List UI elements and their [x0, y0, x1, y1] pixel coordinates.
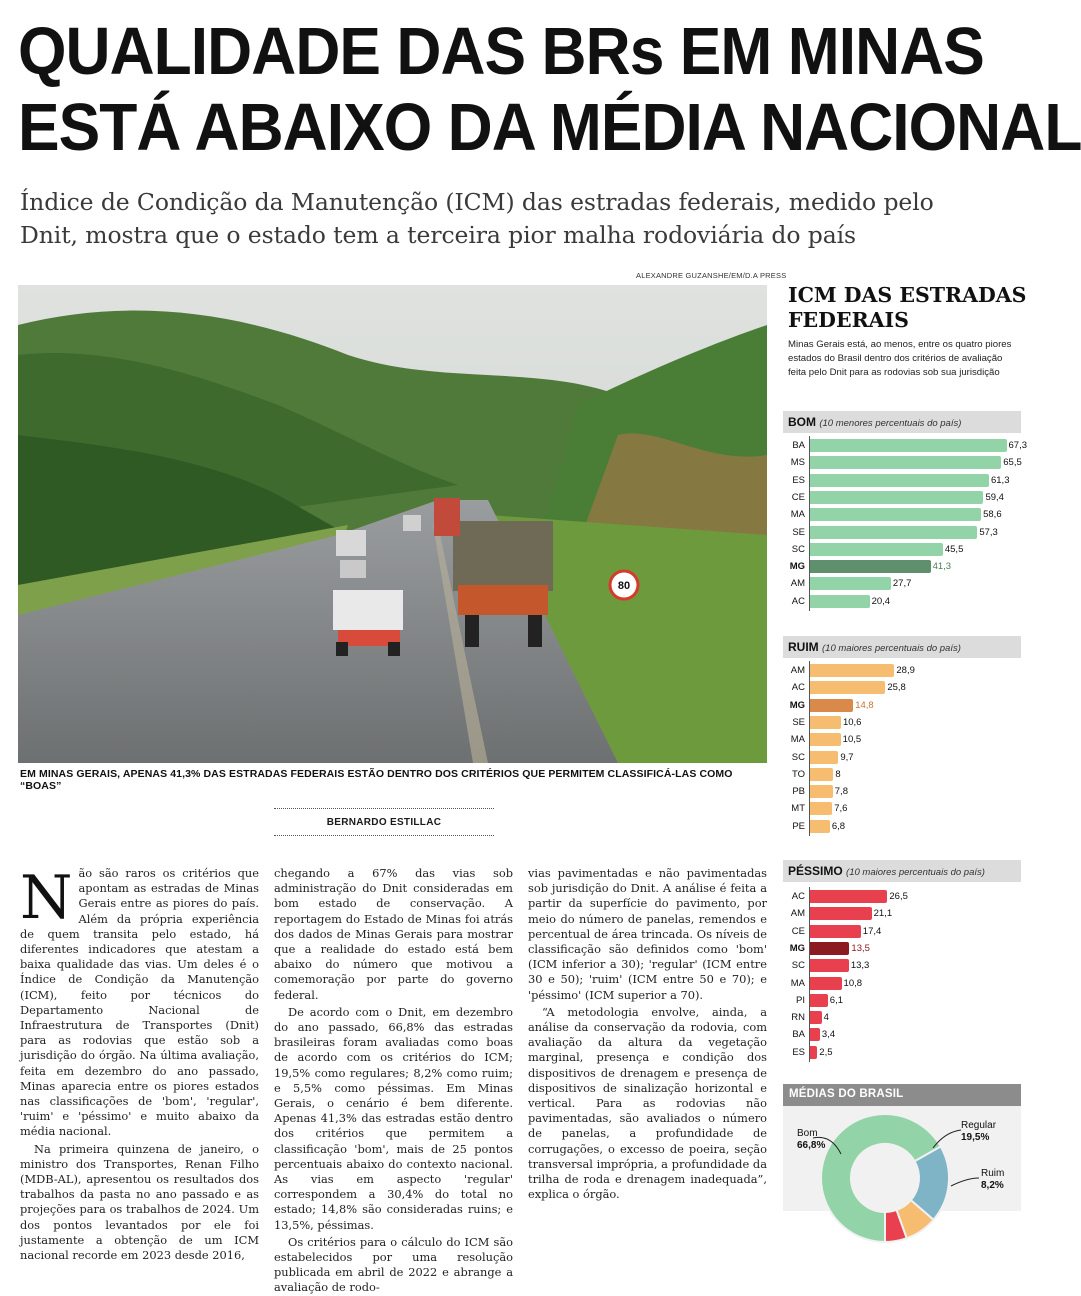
ruim-value-label: 14,8 [855, 699, 874, 711]
article-column-2 [274, 866, 513, 1296]
ruim-value-label: 7,6 [834, 803, 848, 815]
ruim-value-label: 7,8 [834, 786, 848, 798]
bom-category-label: SE [792, 526, 805, 538]
bom-category-label: MG [789, 561, 805, 573]
article-paragraph: De acordo com o Dnit, em dezembro do ano passado, 66,8% das estradas brasileiras foram avaliadas como boas de acordo com os critérios do ICM; 19,5% como regulares; 8,2% como ruim; e 5,5% como péssimas. Em Minas Gerais, o cenário é bem diferente. Apenas 41,3% das estradas estão dentro dos critérios que permitem a classificação 'bom', mais de 25 pontos percentuais abaixo do contexto nacional. As vias em aspecto 'regular' correspondem a 30,4% do total no estado; 14,8% são consideradas ruins; e 13,5%, péssimas. [274, 1004, 513, 1232]
article-paragraph: Os critérios para o cálculo do ICM são estabelecidos por uma resolução publicada em abril de 2022 e abrange a avaliação de rodo- [274, 1234, 513, 1295]
pessimo-value-label: 3,4 [821, 1029, 836, 1041]
pessimo-category-label: MA [790, 977, 805, 989]
article-paragraph: Na primeira quinzena de janeiro, o ministro dos Transportes, Renan Filho (MDB-AL), apresentou os resultados dos trabalhos da pasta no ano passado e as projeções para os trabalhos de 2024. Um dos pontos levantados por ele foi justamente a obtenção de um ICM nacional recorde em 2023 desde 2016, [20, 1141, 259, 1263]
pessimo-bar [810, 1046, 817, 1059]
pessimo-row-ma [783, 976, 1023, 993]
bom-category-label: CE [791, 491, 805, 503]
pessimo-value-label: 21,1 [873, 908, 893, 920]
pessimo-value-label: 13,5 [851, 942, 870, 954]
ruim-category-label: MG [789, 699, 805, 711]
ruim-value-label: 9,7 [840, 751, 854, 763]
pessimo-row-ba [783, 1027, 1023, 1044]
medias-label-bom: Bom 66,8% [797, 1128, 826, 1151]
pessimo-row-pi [783, 993, 1023, 1010]
leader-line-ruim [951, 1178, 979, 1186]
ruim-row-sc [783, 750, 1023, 767]
subhead-line-1: Índice de Condição da Manutenção (ICM) das estradas federais, medido pelo [20, 188, 934, 216]
pessimo-category-label: CE [791, 925, 805, 937]
speed-sign-text: 80 [617, 580, 631, 592]
subheadline [20, 186, 1020, 252]
ruim-value-label: 8 [835, 768, 841, 780]
pessimo-bar [810, 977, 842, 990]
pessimo-bar [810, 994, 828, 1007]
ruim-bar [810, 699, 853, 712]
sidebar-title: ICM DAS ESTRADAS FEDERAIS [788, 283, 1027, 332]
headline [18, 14, 1081, 166]
pessimo-bar [810, 907, 872, 920]
bom-row-ac [783, 594, 1023, 611]
ruim-value-label: 25,8 [887, 682, 906, 694]
bom-bar [810, 439, 1007, 452]
bom-category-label: MS [790, 457, 805, 469]
bom-value-label: 65,5 [1003, 457, 1022, 469]
medias-label-ruim: Ruim 8,2% [981, 1168, 1005, 1191]
ruim-bar [810, 751, 838, 764]
pessimo-chart-subtitle: (10 maiores percentuais do país) [846, 867, 985, 878]
pessimo-bar [810, 925, 861, 938]
article-column-1 [20, 863, 259, 1263]
bom-value-label: 27,7 [892, 578, 912, 590]
ruim-bar [810, 768, 833, 781]
bom-chart-title: BOM [788, 415, 816, 429]
byline: BERNARDO ESTILLAC [326, 817, 442, 828]
article-paragraph: Não são raros os critérios que apontam as estradas de Minas Gerais entre as piores do país. Além da própria experiência de quem transita pelo estado, há diferentes indicadores que atestam a baixa qualidade das vias. Um deles é o Índice de Condição da Manutenção (ICM), feito por técnicos do Departamento Nacional de Infraestrutura de Transportes (Dnit) para as rodovias que estão sob a jurisdição do órgão. Na última avaliação, feita em dezembro do ano passado, Minas aparecia entre os piores estados nas classificações de 'bom', 'regular', 'ruim' e 'péssimo' e muito abaixo da média nacional. [20, 863, 259, 1139]
pessimo-category-label: PI [796, 994, 805, 1006]
ruim-row-pb [783, 784, 1023, 801]
ruim-category-label: AC [791, 682, 805, 694]
article-paragraph: chegando a 67% das vias sob administração do Dnit consideradas em bom estado de conservação. A reportagem do Estado de Minas foi atrás dos dados de Minas Gerais para mostrar que a realidade do estado está bem abaixo do número que motivou a comemoração por parte do governo federal. [274, 866, 513, 1002]
ruim-category-label: MT [791, 803, 805, 815]
bom-value-label: 45,5 [944, 543, 964, 555]
ruim-value-label: 6,8 [831, 820, 846, 832]
pessimo-bar [810, 942, 849, 955]
bom-bar [810, 560, 931, 573]
bom-value-label: 67,3 [1008, 440, 1028, 451]
ruim-category-label: TO [791, 768, 805, 780]
ruim-bar [810, 716, 841, 729]
ruim-row-mt [783, 801, 1023, 818]
bom-category-label: AC [791, 595, 805, 607]
article-paragraph: vias pavimentadas e não pavimentadas sob jurisdição do Dnit. A análise é feita a partir da superfície do pavimento, por meio do número de panelas, remendos e percentual de área trincada. Os níveis de classificação são definidos como 'bom' (ICM inferior a 30); 'regular' (ICM entre 30 e 50); 'ruim' (ICM entre 50 e 70); e 'péssimo' (ICM superior a 70). [528, 866, 767, 1002]
pessimo-value-label: 4 [823, 1012, 829, 1024]
ruim-chart-title: RUIM [788, 640, 819, 654]
bom-category-label: MA [790, 509, 805, 521]
pessimo-category-label: MG [789, 942, 805, 954]
ruim-bar [810, 802, 832, 815]
medias-box [783, 1106, 1021, 1211]
bom-chart-subtitle: (10 menores percentuais do país) [819, 418, 962, 429]
ruim-row-ma [783, 732, 1023, 749]
bom-row-ma [783, 507, 1023, 524]
ruim-row-ac [783, 680, 1023, 697]
ruim-value-label: 10,6 [842, 716, 862, 728]
pessimo-row-es [783, 1045, 1023, 1062]
ruim-bar [810, 820, 830, 833]
ruim-row-se [783, 715, 1023, 732]
road-photo [18, 285, 767, 763]
ruim-row-am [783, 663, 1023, 680]
bom-row-mg [783, 559, 1023, 576]
ruim-row-pe [783, 819, 1023, 836]
ruim-category-label: SE [792, 716, 805, 728]
bom-bar [810, 491, 983, 504]
bom-category-label: BA [792, 440, 805, 451]
ruim-category-label: AM [790, 665, 805, 676]
pessimo-row-mg [783, 941, 1023, 958]
ruim-category-label: SC [791, 751, 805, 763]
pessimo-row-am [783, 906, 1023, 923]
bom-row-se [783, 525, 1023, 542]
ruim-bar [810, 733, 841, 746]
pessimo-value-label: 2,5 [819, 1046, 833, 1058]
pessimo-value-label: 17,4 [862, 925, 882, 937]
ruim-value-label: 28,9 [896, 665, 915, 676]
bom-row-ms [783, 455, 1023, 472]
pessimo-category-label: BA [792, 1029, 805, 1041]
subhead-line-2: Dnit, mostra que o estado tem a terceira pior malha rodoviária do país [20, 221, 856, 249]
photo-caption: EM MINAS GERAIS, APENAS 41,3% DAS ESTRADAS FEDERAIS ESTÃO DENTRO DOS CRITÉRIOS QUE PERMITEM CLASSIFICÁ-LAS COMO “BOAS” [20, 768, 733, 792]
ruim-value-label: 10,5 [842, 734, 862, 746]
bom-row-ba [783, 438, 1028, 455]
pessimo-bar [810, 959, 849, 972]
bom-bar [810, 456, 1001, 469]
pessimo-row-ce [783, 924, 1023, 941]
bom-row-es [783, 473, 1023, 490]
bom-chart-header [783, 411, 1021, 433]
bom-value-label: 61,3 [990, 474, 1010, 486]
bom-row-sc [783, 542, 1023, 559]
ruim-row-mg [783, 698, 1023, 715]
bom-bar [810, 577, 891, 590]
pessimo-value-label: 10,8 [843, 977, 863, 989]
sidebar-description: Minas Gerais está, ao menos, entre os quatro piores estados do Brasil dentro dos critérios de avaliação feita pelo Dnit para as rodovias sob sua jurisdição [788, 339, 1012, 378]
bom-category-label: AM [790, 578, 805, 590]
pessimo-row-ac [783, 889, 1023, 906]
article-column-3 [528, 866, 767, 1202]
pessimo-value-label: 13,3 [850, 960, 870, 972]
bom-bar [810, 543, 943, 556]
bom-value-label: 20,4 [871, 595, 891, 607]
headline-line-2: ESTÁ ABAIXO DA MÉDIA NACIONAL [18, 90, 1081, 165]
ruim-chart-header [783, 636, 1021, 658]
pessimo-category-label: RN [791, 1012, 805, 1024]
pessimo-category-label: SC [791, 960, 805, 972]
ruim-bar [810, 681, 885, 694]
pessimo-bar [810, 890, 887, 903]
pessimo-row-sc [783, 958, 1023, 975]
drop-cap: N [20, 863, 73, 933]
ruim-bar [810, 664, 894, 677]
bom-value-label: 59,4 [985, 491, 1004, 503]
byline-rule-top [274, 808, 494, 809]
medias-header: MÉDIAS DO BRASIL [783, 1084, 1021, 1106]
pessimo-bar [810, 1011, 822, 1024]
bom-row-am [783, 576, 1023, 593]
road-photo-illustration [18, 285, 767, 763]
ruim-category-label: PB [792, 786, 805, 798]
pessimo-category-label: AC [791, 891, 805, 902]
bom-value-label: 41,3 [932, 561, 952, 573]
pessimo-chart-header [783, 860, 1021, 882]
bom-bar [810, 474, 989, 487]
ruim-category-label: MA [790, 734, 805, 746]
bom-value-label: 58,6 [983, 509, 1002, 521]
bom-bar [810, 508, 981, 521]
medias-label-regular: Regular 19,5% [961, 1120, 997, 1143]
bom-row-ce [783, 490, 1023, 507]
bom-value-label: 57,3 [979, 526, 998, 538]
pessimo-bar [810, 1028, 820, 1041]
bom-bar [810, 526, 977, 539]
pessimo-row-rn [783, 1010, 1023, 1027]
headline-line-1: QUALIDADE DAS BRs EM MINAS [18, 14, 984, 89]
pessimo-value-label: 26,5 [889, 891, 908, 902]
bom-category-label: SC [791, 543, 805, 555]
ruim-row-to [783, 767, 1023, 784]
pessimo-chart-title: PÉSSIMO [788, 864, 843, 878]
ruim-category-label: PE [792, 820, 805, 832]
pessimo-value-label: 6,1 [829, 994, 844, 1006]
article-paragraph: “A metodologia envolve, ainda, a análise da conservação da rodovia, com avaliação da altura da vegetação marginal, presença e condição dos dispositivos de drenagem e presença de dispositivos de sinalização horizontal e vertical. Para as rodovias não pavimentadas, são avaliados o número de panelas, a profundidade de corrugações, o excesso de poeira, seção transversal imprópria, a profundidade da trilha de roda e drenagem inadequada”, explica o órgão. [528, 1004, 767, 1202]
bom-category-label: ES [792, 474, 805, 486]
bom-bar [810, 595, 870, 608]
byline-rule-bottom [274, 835, 494, 836]
photo-credit: ALEXANDRE GUZANSHE/EM/D.A PRESS [636, 271, 787, 280]
pessimo-category-label: ES [792, 1046, 805, 1058]
ruim-bar [810, 785, 833, 798]
ruim-chart-subtitle: (10 maiores percentuais do país) [822, 643, 961, 654]
pessimo-category-label: AM [790, 908, 805, 920]
